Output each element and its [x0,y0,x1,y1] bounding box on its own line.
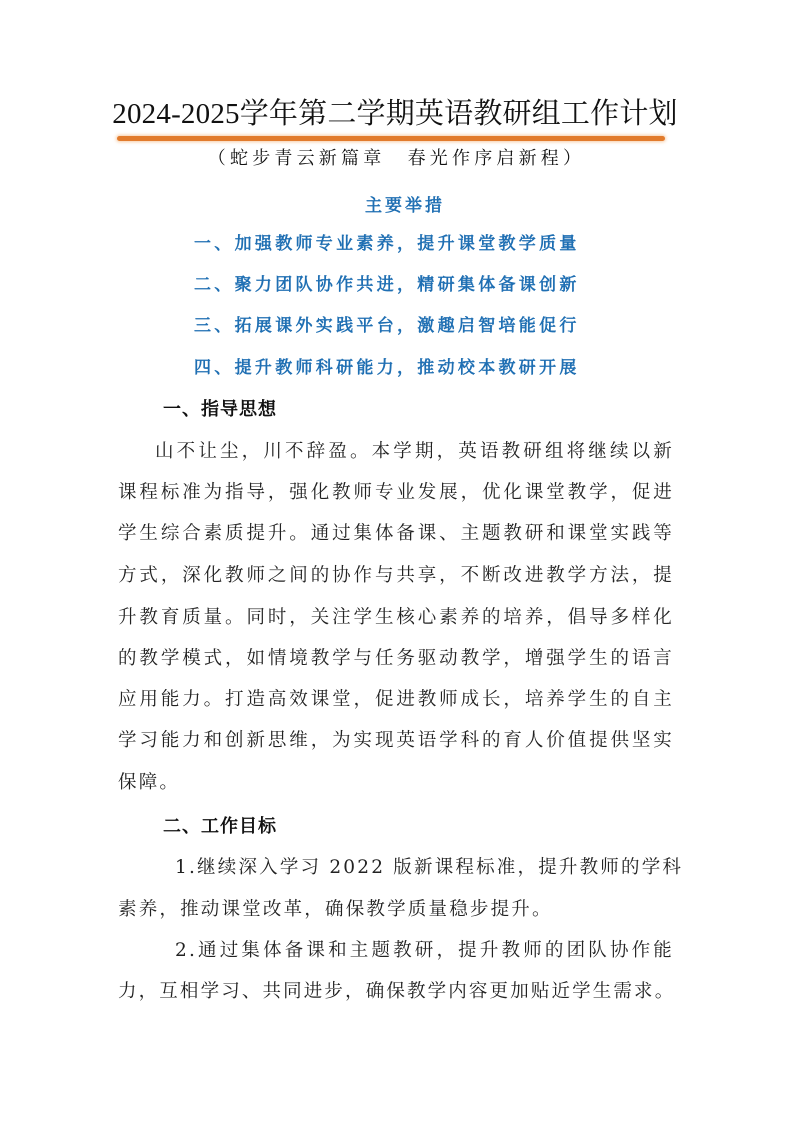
paragraph-line: 课程标准为指导，强化教师专业发展，优化课堂教学，促进 [118,482,674,503]
title-underline-divider [117,136,665,141]
goal-item-line: 力，互相学习、共同进步，确保教学内容更加贴近学生需求。 [118,981,674,1002]
goal-item-line: 素养，推动课堂改革，确保教学质量稳步提升。 [118,899,553,920]
measure-item-3: 三、拓展课外实践平台，激趣启智培能促行 [194,316,580,336]
main-measures-title: 主要举措 [365,196,445,216]
paragraph-line: 方式，深化教师之间的协作与共享，不断改进教学方法，提 [118,565,674,586]
measure-item-4: 四、提升教师科研能力，推动校本教研开展 [194,358,580,378]
document-subtitle: （蛇步青云新篇章 春光作序启新程） [207,148,586,169]
main-measures-block [180,192,620,378]
document-title: 2024-2025学年第二学期英语教研组工作计划 [112,98,678,130]
paragraph-line: 升教育质量。同时，关注学生核心素养的培养，倡导多样化 [118,607,674,628]
measure-item-2: 二、聚力团队协作共进，精研集体备课创新 [194,275,580,295]
paragraph-line: 的教学模式，如情境教学与任务驱动教学，增强学生的语言 [118,648,674,669]
paragraph-line: 保障。 [118,772,181,793]
section-heading-work-goals: 二、工作目标 [163,816,277,837]
goal-item-line: 2.通过集体备课和主题教研，提升教师的团队协作能 [175,940,674,961]
paragraph-line: 山不让尘，川不辞盈。本学期，英语教研组将继续以新 [155,441,674,462]
goal-item-line: 1.继续深入学习 2022 版新课程标准，提升教师的学科 [175,857,684,878]
paragraph-line: 学习能力和创新思维，为实现英语学科的育人价值提供坚实 [118,730,674,751]
paragraph-line: 学生综合素质提升。通过集体备课、主题教研和课堂实践等 [118,523,674,544]
section-heading-guiding-ideology: 一、指导思想 [163,399,277,420]
paragraph-line: 应用能力。打造高效课堂，促进教师成长，培养学生的自主 [118,689,674,710]
measure-item-1: 一、加强教师专业素养，提升课堂教学质量 [194,234,580,254]
